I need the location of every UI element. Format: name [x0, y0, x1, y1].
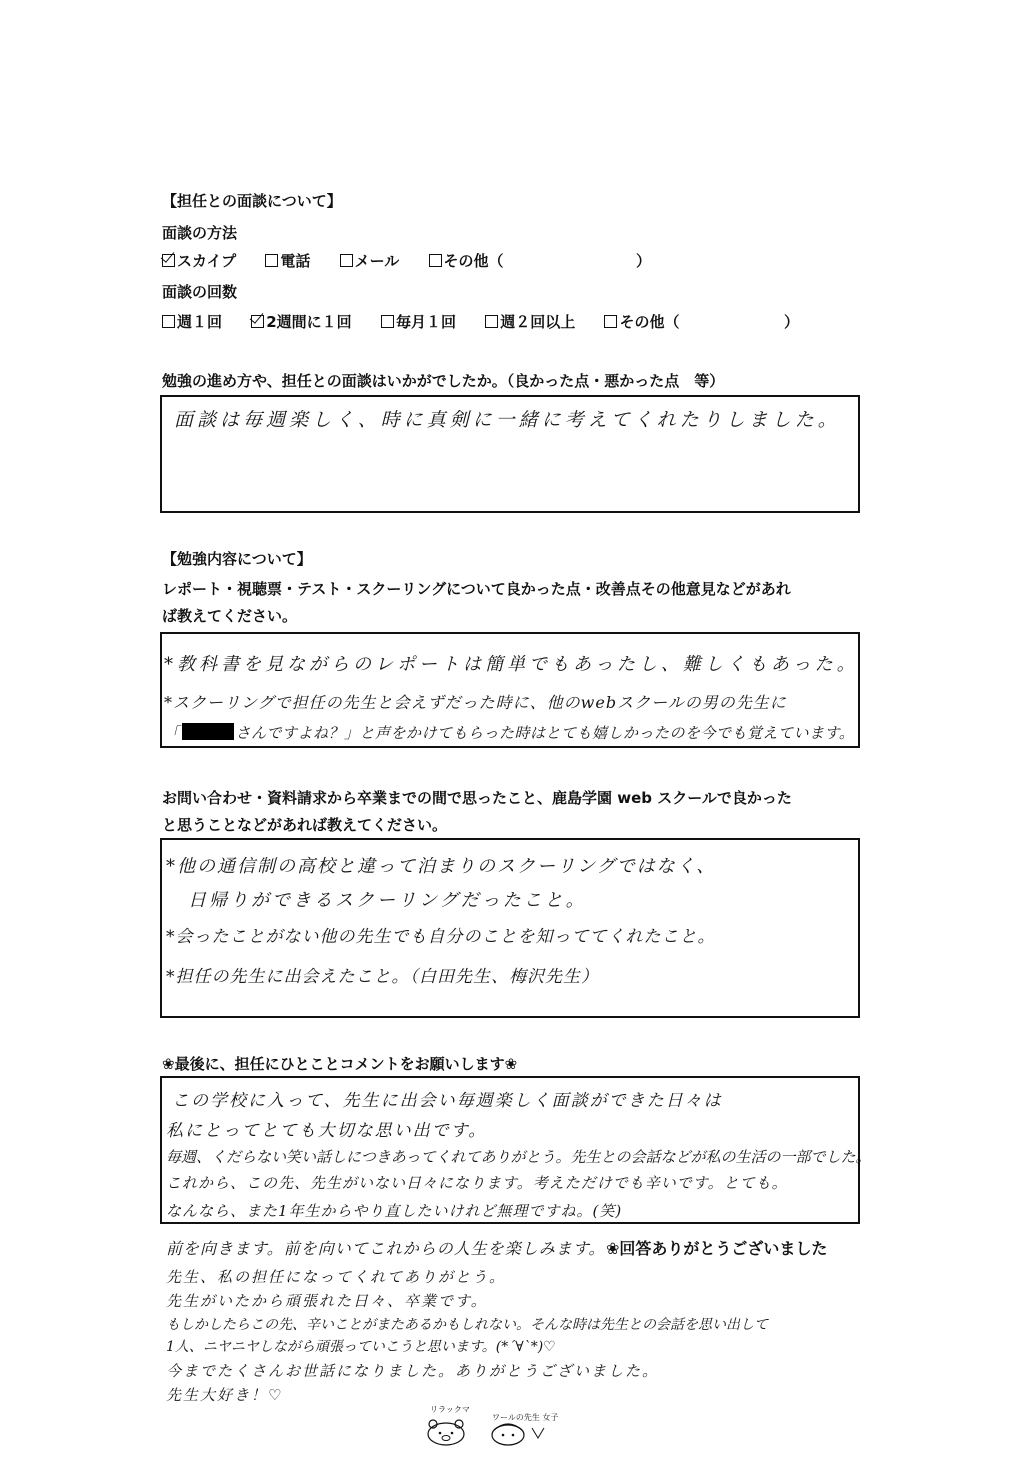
frequency-label: 面談の回数: [162, 283, 238, 301]
checkbox-checked-icon: [162, 254, 175, 267]
method-option-phone[interactable]: 電話: [265, 252, 310, 270]
inquiry-question-line2: と思うことなどがあれば教えてください。: [162, 816, 448, 834]
checkbox-checked-icon: [251, 315, 264, 328]
study-answer-line2: *スクーリングで担任の先生と会えずだった時に、他のwebスクールの男の先生に: [164, 693, 787, 712]
method-option-mail[interactable]: メール: [340, 252, 400, 270]
frequency-option-biweekly[interactable]: 2週間に１回: [251, 313, 351, 331]
study-answer-line1: *教科書を見ながらのレポートは簡単でもあったし、難しくもあった。: [164, 654, 859, 675]
method-other-close: ）: [636, 252, 652, 270]
interview-answer-box[interactable]: [160, 395, 860, 513]
checkbox-icon: [265, 254, 278, 267]
checkbox-icon: [162, 315, 175, 328]
final-heading: ❀最後に、担任にひとことコメントをお願いします❀: [162, 1055, 518, 1073]
method-options: [162, 250, 504, 271]
interview-question: 勉強の進め方や、担任との面談はいかがでしたか。（良かった点・悪かった点 等）: [162, 372, 725, 390]
study-heading: 【勉強内容について】: [162, 550, 312, 568]
method-option-other[interactable]: その他（: [429, 252, 504, 270]
study-answer-line3: 「 さんですよね？」と声をかけてもらった時はとても嬉しかったのを今でも覚えています。: [164, 724, 855, 742]
study-question-line1: レポート・視聴票・テスト・スクーリングについて良かった点・改善点その他意見などがあれ: [162, 580, 791, 598]
study-answer-box[interactable]: [160, 632, 860, 748]
final-after-line: もしかしたらこの先、辛いことがまたあるかもしれない。そんな時は先生との会話を思い出して: [166, 1317, 768, 1333]
final-box-line: なんなら、また1年生からやり直したいけれど無理ですね。(笑): [166, 1202, 623, 1220]
final-box-line: これから、この先、先生がいない日々になります。考えただけでも辛いです。とても。: [166, 1174, 788, 1192]
final-after-line: 1人、ニヤニヤしながら頑張っていこうと思います。(*´∀`*)♡: [166, 1339, 556, 1355]
doodle-caption2: リラックマ: [430, 1405, 470, 1414]
closing-thanks: ❀回答ありがとうございました: [606, 1239, 828, 1258]
method-option-skype[interactable]: スカイプ: [162, 252, 236, 270]
inquiry-answer-box[interactable]: [160, 838, 860, 1018]
study-question-line2: ば教えてください。: [162, 607, 298, 625]
frequency-options: [162, 311, 679, 332]
final-after-line: 先生がいたから頑張れた日々、卒業です。: [166, 1292, 488, 1310]
inquiry-question-line1: お問い合わせ・資料請求から卒業までの間で思ったこと、鹿島学園 web スクールで良かった: [162, 789, 792, 807]
final-after-line1: 前を向きます。前を向いてこれからの人生を楽しみます。: [166, 1239, 606, 1258]
checkbox-icon: [485, 315, 498, 328]
frequency-option-other[interactable]: その他（: [604, 313, 679, 331]
checkbox-icon: [340, 254, 353, 267]
doodle-caption: ワールの先生 女子: [492, 1413, 559, 1422]
method-label: 面談の方法: [162, 224, 238, 242]
checkbox-icon: [381, 315, 394, 328]
inquiry-answer-line: 日帰りができるスクーリングだったこと。: [188, 890, 587, 911]
checkbox-icon: [604, 315, 617, 328]
frequency-option-weekly[interactable]: 週１回: [162, 313, 222, 331]
inquiry-answer-line: *会ったことがない他の先生でも自分のことを知っててくれたこと。: [166, 927, 716, 947]
final-after-line: 先生、私の担任になってくれてありがとう。: [166, 1268, 507, 1286]
final-after-line: 今までたくさんお世話になりました。ありがとうございました。: [166, 1362, 660, 1380]
frequency-other-close: ）: [784, 313, 800, 331]
final-after-line: 先生大好き！♡: [166, 1386, 284, 1404]
checkbox-icon: [429, 254, 442, 267]
final-box-line: 私にとってとても大切な思い出です。: [166, 1121, 488, 1141]
bear-doodle-icon: [424, 1416, 554, 1448]
interview-answer: 面談は毎週楽しく、時に真剣に一緒に考えてくれたりしました。: [174, 409, 841, 431]
frequency-option-twice-weekly[interactable]: 週２回以上: [485, 313, 575, 331]
inquiry-answer-line: *他の通信制の高校と違って泊まりのスクーリングではなく、: [166, 856, 717, 877]
frequency-option-monthly[interactable]: 毎月１回: [381, 313, 456, 331]
final-box-line: 毎週、くだらない笑い話しにつきあってくれてありがとう。先生との会話などが私の生活の一部でした。: [166, 1148, 871, 1166]
final-box-line: この学校に入って、先生に出会い毎週楽しく面談ができた日々は: [172, 1091, 723, 1111]
redacted-name: [182, 723, 234, 740]
inquiry-answer-line: *担任の先生に出会えたこと。（白田先生、梅沢先生）: [166, 967, 599, 987]
interview-heading: 【担任との面談について】: [162, 192, 342, 210]
